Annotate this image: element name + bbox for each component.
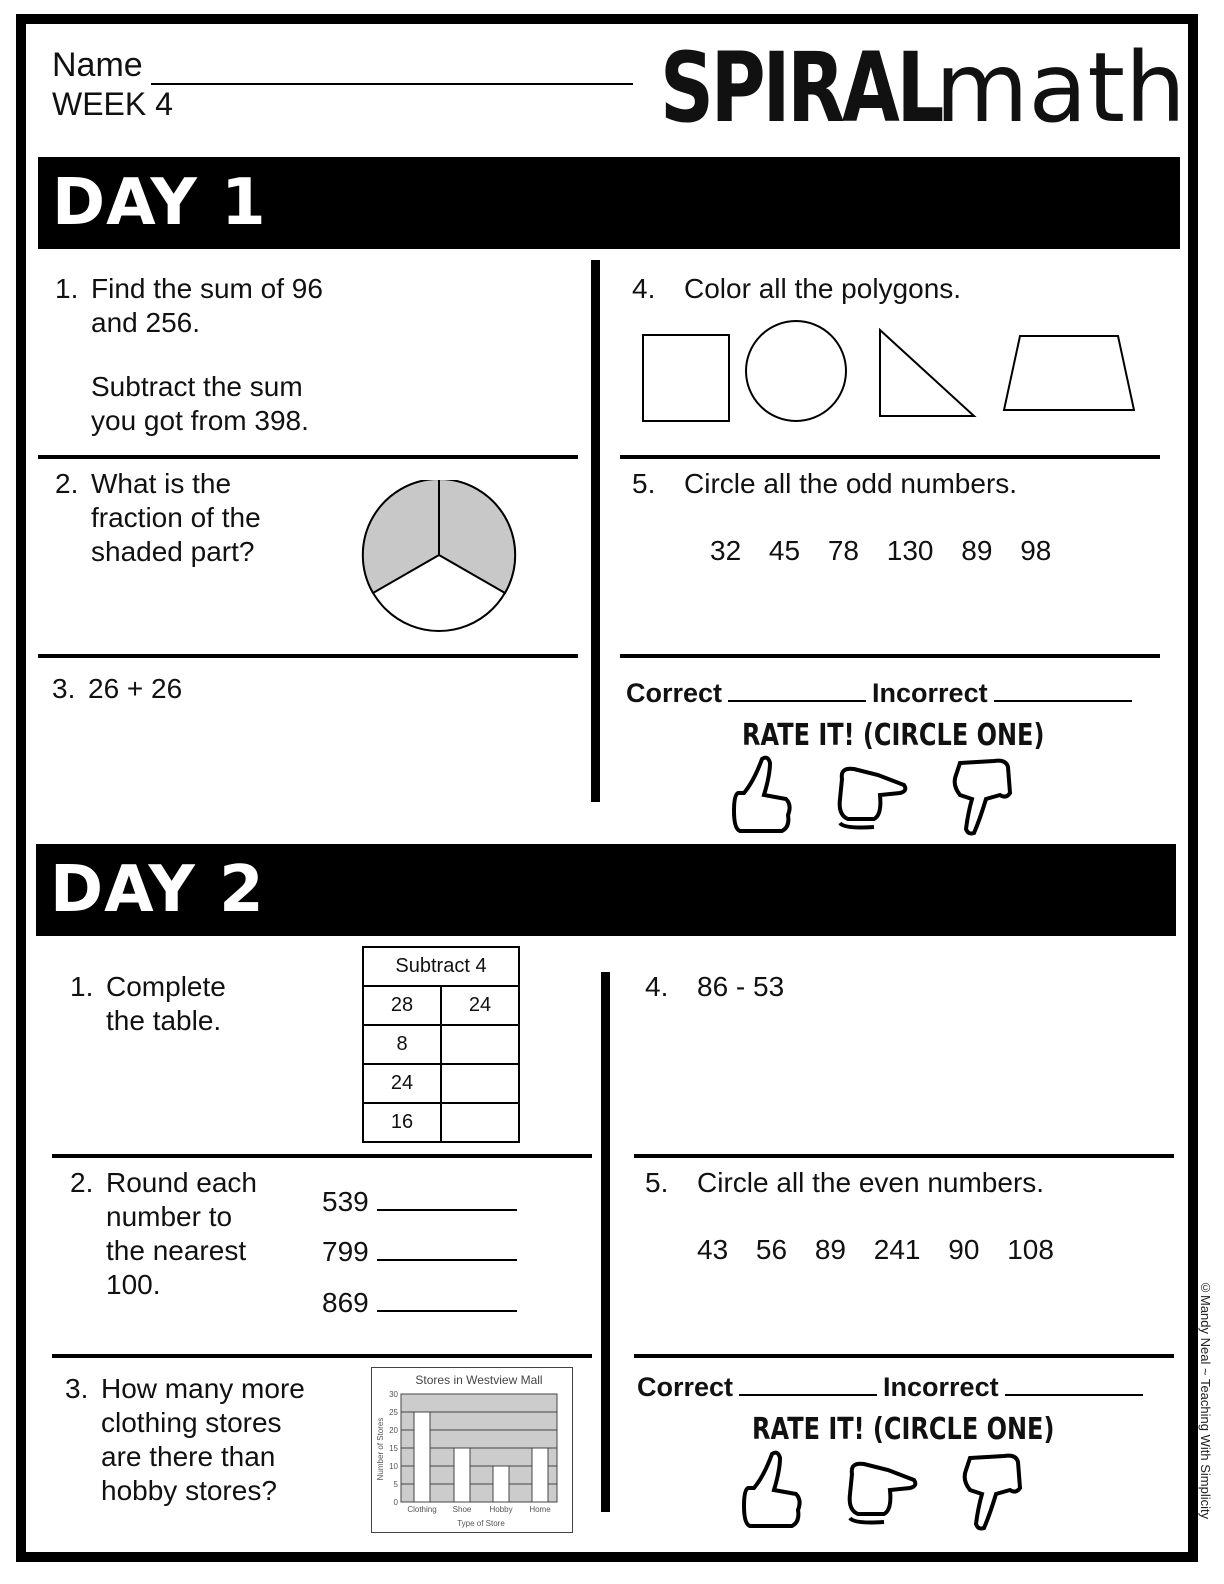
day1-q4: 4. Color all the polygons. [632,273,962,304]
answer-cell[interactable] [441,1025,519,1064]
table-header: Subtract 4 [363,947,519,986]
day2-score[interactable]: Correct Incorrect [637,1372,1149,1403]
svg-text:Number of Stores: Number of Stores [376,1417,385,1481]
day2-q1: 1. Complete the table. [70,971,226,1036]
svg-text:Type of Store: Type of Store [457,1519,505,1528]
round-item[interactable]: 869 [322,1287,517,1319]
triangle-shape [880,330,974,416]
day1-rating-hands[interactable] [730,755,1014,837]
day2-q4: 4. 86 - 53 [645,971,785,1002]
svg-text:Hobby: Hobby [489,1505,513,1514]
fraction-circle-icon [360,480,520,632]
week-label: WEEK 4 [52,86,173,122]
day1-rate-label: RATE IT! (CIRCLE ONE) [742,718,1045,753]
svg-text:0: 0 [393,1498,398,1507]
thumbs-side-icon[interactable] [844,1450,920,1526]
svg-text:30: 30 [389,1390,398,1399]
odd-number-options[interactable]: 32 45 78 130 89 98 [710,535,1052,566]
title-light: math [935,32,1186,144]
thumbs-down-icon[interactable] [960,1450,1024,1532]
name-label: Name [52,46,143,84]
svg-text:5: 5 [393,1480,398,1489]
thumbs-up-icon[interactable] [740,1450,804,1530]
svg-text:25: 25 [389,1408,398,1417]
round-item[interactable]: 539 [322,1186,517,1218]
divider [620,654,1160,658]
svg-text:15: 15 [389,1444,398,1453]
polygon-shapes[interactable] [640,318,1140,428]
divider [38,455,578,459]
svg-text:Home: Home [529,1505,551,1514]
divider [634,1154,1174,1158]
name-field[interactable] [52,46,633,85]
day2-q2: 2. Round each number to the nearest 100. [70,1167,258,1300]
divider [52,1154,592,1158]
day1-score[interactable]: Correct Incorrect [626,678,1138,709]
day2-divider [601,972,610,1512]
day2-rating-hands[interactable] [740,1450,1024,1532]
thumbs-up-icon[interactable] [730,755,794,835]
day1-q2: 2. What is the fraction of the shaded part? [55,468,261,567]
day1-header: DAY 1 [38,157,1180,249]
trapezoid-shape [1004,336,1134,410]
divider [38,654,578,658]
day1-q3: 3. 26 + 26 [52,673,183,704]
divider [634,1354,1174,1358]
divider [620,455,1160,459]
answer-cell[interactable] [441,1103,519,1142]
svg-text:10: 10 [389,1462,398,1471]
subtract-table: Subtract 4 28 24 8 24 16 [362,946,520,1143]
svg-text:Clothing: Clothing [407,1505,437,1514]
day2-q3: 3. How many more clothing stores are there than hobby stores? [65,1373,305,1506]
day2-header: DAY 2 [36,844,1176,936]
title-bold: SPIRAL [660,32,942,144]
day1-q5: 5. Circle all the odd numbers. [632,468,1018,499]
answer-cell[interactable] [441,1064,519,1103]
circle-shape [746,321,846,421]
square-shape [643,335,729,421]
thumbs-side-icon[interactable] [834,755,910,831]
divider [52,1354,592,1358]
copyright-credit: ©Mandy Neal ~ Teaching With Simplicity [1198,1280,1213,1520]
name-blank-line[interactable] [151,55,633,85]
svg-text:Shoe: Shoe [452,1505,472,1514]
thumbs-down-icon[interactable] [950,755,1014,837]
day1-q1: 1. Find the sum of 96 and 256. Subtract the sum you got from 398. [55,273,323,436]
day2-rate-label: RATE IT! (CIRCLE ONE) [752,1412,1055,1447]
svg-text:20: 20 [389,1426,398,1435]
bar-chart [371,1367,573,1533]
page-title [660,32,1186,144]
round-item[interactable]: 799 [322,1236,517,1268]
day1-divider [591,260,600,802]
day2-q5: 5. Circle all the even numbers. [645,1167,1045,1198]
svg-text:Stores in Westview Mall: Stores in Westview Mall [415,1373,543,1387]
even-number-options[interactable]: 43 56 89 241 90 108 [697,1234,1054,1265]
